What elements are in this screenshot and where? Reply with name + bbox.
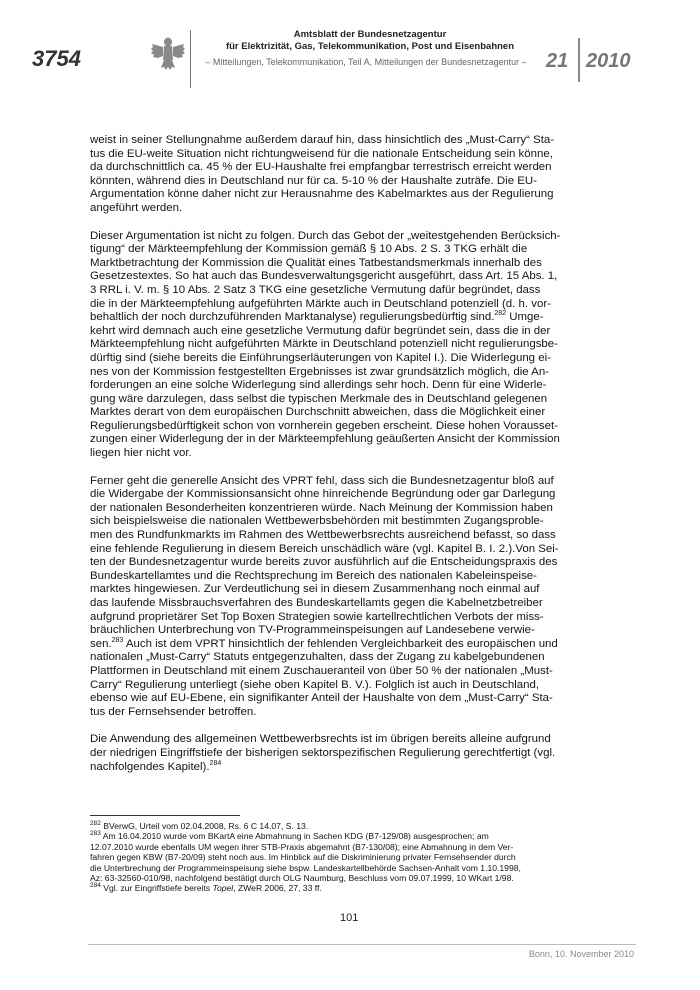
text-line: angeführt werden. [90,201,183,214]
footnote-ref-283[interactable]: 283 [111,636,124,644]
text-line: Ferner geht die generelle Ansicht des VPRT fehl, dass sich die Bundesnetzagentur bloß auf [90,474,554,487]
gazette-title [200,29,540,53]
footnote-text: Vgl. zur Eingriffstiefe bereits [100,883,213,894]
text-line: dürftig sind (siehe bereits die Einführungserläuterungen von Kapitel I.). Die Widerlegung ei- [90,351,551,364]
page-number: 3754 [32,46,81,71]
gazette-title-line2: für Elektrizität, Gas, Telekommunikation, Post und Eisenbahnen [225,41,515,52]
text-line: tus die EU-weite Situation nicht richtungweisend für die nationale Entscheidung sein könne, [90,147,553,160]
gazette-subtitle: – Mitteilungen, Telekommunikation, Teil A, Mitteilungen der Bundesnetzagentur – [205,57,527,67]
text-line [90,311,612,325]
text-line: men des Rundfunkmarkts im Rahmen des Wettbewerbsrechts ausreichend befasst, so dass [90,529,556,542]
footnote-number: 282 [90,820,101,828]
text-fragment: Auch ist dem VPRT hinsichtlich der fehlenden Vergleichbarkeit des europäischen und [123,637,558,650]
paragraph-1 [90,134,612,216]
text-line: aufgrund proprietärer Set Top Boxen Strategien sowie kartellrechtlichen Verbots der miss- [90,610,544,623]
paragraph-2 [90,230,612,461]
footnote-text-line: Az: 63-32560-010/98, nachfolgend bestätigt durch OLG Naumburg, Beschluss vom 09.07.1999, 10 WKart 1/98. [90,873,514,884]
text-line: liegen hier nicht vor. [90,447,192,460]
text-line: nationalen „Must-Carry“ Statuts entgegenzuhalten, dass der Zugang zu kabelgebundenen [90,651,545,664]
text-line: Die Anwendung des allgemeinen Wettbewerbsrechts ist im übrigen bereits alleine aufgrund [90,733,551,746]
footnote-separator [90,815,240,816]
text-line: Bundeskartellamtes und die Rechtsprechung im Bereich des nationalen Kabeleinspeise- [90,569,537,582]
text-line: tigung“ der Märkteempfehlung der Kommission gemäß § 10 Abs. 2 S. 3 TKG erhält die [90,243,528,256]
text-fragment: nachfolgendes Kapitel). [90,760,210,773]
footnote-text: BVerwG, Urteil vom 02.04.2008, Rs. 6 C 14.07, S. 13. [100,821,309,831]
text-line: ebenso wie auf EU-Ebene, ein signifikanter Anteil der Haushalte von dem „Must-Carry“ Sta- [90,692,553,705]
text-line: marktes hingewiesen. Zur Verdeutlichung sei in diesem Zusammenhang noch einmal auf [90,583,540,596]
text-line: Märkteempfehlung nicht aufgeführten Märkte in Deutschland potenziell nicht regulierungsbe- [90,338,558,351]
text-line: ten der Bundesnetzagentur wurde bereits zuvor ausführlich auf die Entscheidungspraxis des [90,556,558,569]
text-line: die in der Märkteempfehlung aufgeführten Märkte auch in Deutschland potenziell (d. h. vor- [90,297,551,310]
text-line: nes von der Kommission festgestellten Ergebnisses ist zwar grundsätzlich möglich, die An- [90,365,549,378]
footnote-ref-284[interactable]: 284 [209,759,222,767]
footer-rule [88,944,636,945]
footnote-283 [90,831,612,841]
footnote-282 [90,821,612,831]
footnote-284 [90,883,612,893]
issue-divider [578,38,580,82]
folio-number: 101 [340,912,359,924]
footnote-text-line: 12.07.2010 wurde ebenfalls UM wegen ihrer STB-Praxis abgemahnt (B7-130/08); eine Abmahnung in dem Ver- [90,841,514,852]
footnotes [90,821,612,894]
text-line: Dieser Argumentation ist nicht zu folgen. Durch das Gebot der „weitestgehenden Berücksich- [90,229,561,242]
text-line: tus der Fernsehsender betroffen. [90,705,257,718]
text-fragment: behaltlich der noch durchzuführenden Marktanalyse) regulierungsbedürftig sind. [90,311,495,324]
footnote-text: Am 16.04.2010 wurde vom BKartA eine Abmahnung in Sachen KDG (B7-129/08) ausgesprochen; am [100,831,489,842]
footnote-number: 283 [90,830,101,838]
footnote-author: Topel [212,883,234,894]
text-line: weist in seiner Stellungnahme außerdem darauf hin, dass hinsichtlich des „Must-Carry“ Sta- [90,134,555,146]
text-line: Marktes derart von dem europäischen Durchschnitt abweichen, dass die Möglichkeit einer [90,406,546,419]
text-line: das laufende Missbrauchsverfahren des Bundeskartellamts gegen die Kabelnetzbetreiber [90,597,543,609]
text-line: könnten, während dies in Deutschland nur für ca. 5-10 % der Haushalte zuträfe. Die EU- [90,174,537,187]
text-line: Marktbetrachtung der Kommission die Qualität eines Tatbestandsmerkmals innerhalb des [90,256,542,269]
text-line: Argumentation könne daher nicht zur Herausnahme des Kabelmarktes aus der Regulierung [90,188,554,201]
issue-number: 21 [546,50,569,72]
issue-year: 2010 [586,50,631,72]
text-line: Regulierungsbedürftigkeit schon von vornherein gegeben erscheint. Diese hohen Vorausset- [90,419,558,432]
text-line: 3 RRL i. V. m. § 10 Abs. 2 Satz 3 TKG eine gesetzliche Vermutung dafür begründet, dass [90,283,541,296]
footer-date: Bonn, 10. November 2010 [528,949,634,959]
header-divider [190,30,191,88]
footnote-text-line: die Unterbrechung der Programmeinspeisung siehe bspw. Landeskartellbehörde Sachsen-Anhalt vom 1.10.1998, [90,862,521,873]
footnote-text: , ZWeR 2006, 27, 33 ff. [233,883,322,894]
federal-eagle-icon [150,34,186,72]
text-line: Carry“ Regulierung unterliegt (siehe oben Kapitel B. V.). Folglich ist auch in Deutschland, [90,678,540,691]
text-line: forderungen an eine solche Widerlegung sind allerdings sehr hoch. Denn für eine Widerle- [90,379,547,392]
text-line [90,638,612,652]
text-line: die Widergabe der Kommissionsansicht ohne hinreichende Begründung oder gar Darlegung [90,488,556,501]
footnote-number: 284 [90,882,101,890]
text-line: bräuchlichen Unterbrechung von TV-Programmeinspeisungen auf Landesebene verwie- [90,624,535,637]
text-line: Plattformen in Deutschland mit einem Zuschaueranteil von über 50 % der nationalen „Must- [90,664,553,677]
text-line: sich beispielsweise die nationalen Wettbewerbsbehörden mit bestimmten Zugangsproble- [90,515,544,528]
paragraph-3 [90,475,612,720]
paragraph-4 [90,733,612,774]
text-line: eine fehlende Regulierung in diesem Bereich unschädlich wäre (vgl. Kapitel B. I. 2.).Von Sei- [90,542,559,555]
text-fragment: sen. [90,637,112,650]
footnote-ref-282[interactable]: 282 [494,310,507,318]
text-fragment: Umge- [506,311,544,324]
text-line [90,761,612,775]
text-line: zungen einer Widerlegung der in der Märkteempfehlung geäußerten Ansicht der Kommission [90,433,560,446]
text-line: der niedrigen Eingriffstiefe der bisherigen sektorspezifischen Regulierung gerechtfertigt (vgl. [90,746,556,759]
text-line: gung wäre darzulegen, dass selbst die typischen Merkmale des in Deutschland gelegenen [90,392,548,405]
footnote-text-line: fahren gegen KBW (B7-20/09) steht noch aus. Im Hinblick auf die Diskriminierung privater Fernsehsender durch [90,852,516,863]
text-line: Gesetzestextes. So hat auch das Bundesverwaltungsgericht ausgeführt, dass Art. 15 Abs. 1, [90,270,558,283]
text-line: kehrt wird demnach auch eine gesetzliche Vermutung dafür begründet sein, dass die in der [90,324,551,337]
body-text [90,134,612,788]
gazette-title-line1: Amtsblatt der Bundesnetzagentur [293,29,447,40]
text-line: da durchschnittlich ca. 45 % der EU-Haushalte frei empfangbar terrestrisch erreicht werden [90,161,552,174]
text-line: der nationalen Besonderheiten konzentrieren würde. Nach Meinung der Kommission haben [90,501,553,514]
